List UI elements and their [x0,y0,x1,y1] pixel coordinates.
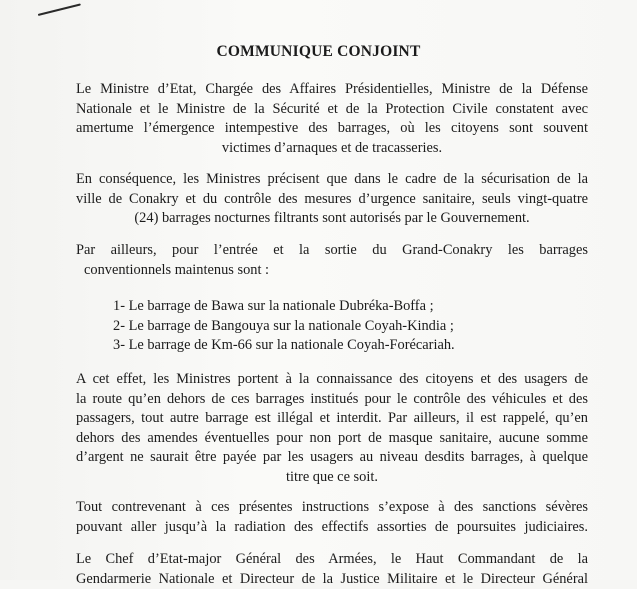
handwritten-pen-mark [38,3,81,16]
paragraph-line: Le Ministre d’Etat, Chargée des Affaires Présidentielles, Ministre de la Défense [76,80,588,100]
list-item: 2- Le barrage de Bangouya sur la nationale Coyah-Kindia ; [113,317,583,337]
paragraph-line: pouvant aller jusqu’à la radiation des effectifs assorties de poursuites judiciaires. [76,518,588,538]
list-item: 3- Le barrage de Km-66 sur la nationale Coyah-Forécariah. [113,336,583,356]
paragraph-line: titre que ce soit. [76,468,588,488]
paragraph-line: conventionnels maintenus sont : [76,261,588,281]
paragraph-line: amertume l’émergence intempestive des barrages, où les citoyens sont souvent [76,119,588,139]
paragraph-line: (24) barrages nocturnes filtrants sont autorisés par le Gouvernement. [76,209,588,229]
paragraph-consequence [76,170,588,229]
document-title: COMMUNIQUE CONJOINT [0,43,637,61]
paragraph-line: En conséquence, les Ministres précisent que dans le cadre de la sécurisation de la [76,170,588,190]
paragraph-line: dehors des amendes éventuelles pour non port de masque sanitaire, aucune somme [76,429,588,449]
paragraph-line: passagers, tout autre barrage est illégal et interdit. Par ailleurs, il est rappelé, qu’en [76,409,588,429]
paragraph-line: Gendarmerie Nationale et Directeur de la Justice Militaire et le Directeur Général [76,570,588,589]
paragraph-line: victimes d’arnaques et de tracasseries. [76,139,588,159]
paragraph-authorities [76,550,588,589]
paragraph-line: ville de Conakry et du contrôle des mesures d’urgence sanitaire, seuls vingt-quatre [76,190,588,210]
list-item: 1- Le barrage de Bawa sur la nationale Dubréka-Boffa ; [113,297,583,317]
paragraph-line: la route qu’en dehors de ces barrages institués pour le contrôle des véhicules et des [76,390,588,410]
paragraph-barriers-intro [76,241,588,280]
paragraph-line: Tout contrevenant à ces présentes instructions s’expose à des sanctions sévères [76,498,588,518]
paragraph-line: Par ailleurs, pour l’entrée et la sortie du Grand-Conakry les barrages [76,241,588,261]
paragraph-effect [76,370,588,487]
paragraph-intro [76,80,588,158]
paragraph-line: Nationale et le Ministre de la Sécurité et de la Protection Civile constatent avec [76,100,588,120]
barrier-list [113,297,583,356]
paragraph-sanctions [76,498,588,537]
paragraph-line: Le Chef d’Etat-major Général des Armées, le Haut Commandant de la [76,550,588,570]
paragraph-line: d’argent ne saurait être payée par les usagers au niveau desdits barrages, à quelque [76,448,588,468]
paragraph-line: A cet effet, les Ministres portent à la connaissance des citoyens et des usagers de [76,370,588,390]
